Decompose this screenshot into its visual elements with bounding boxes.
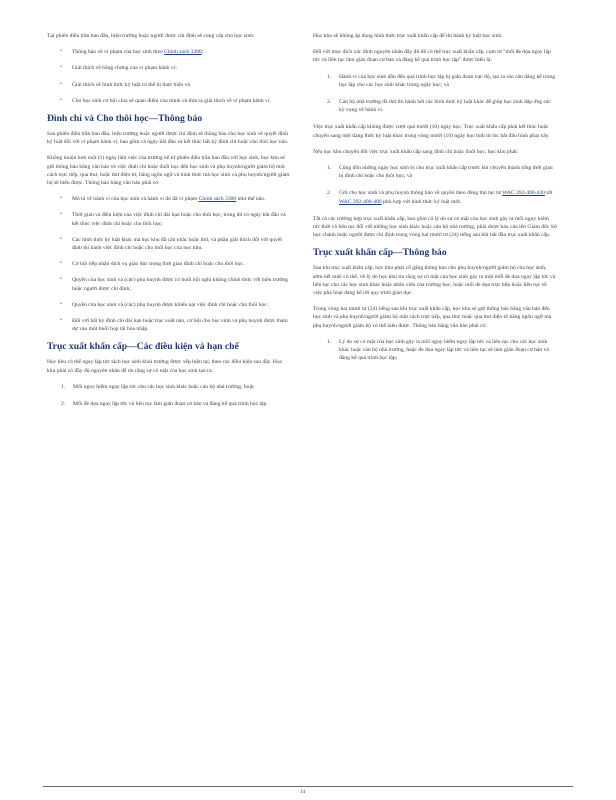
item-number: 1. — [327, 165, 332, 172]
section-heading: Trục xuất khẩn cấp—Thông báo — [313, 247, 447, 259]
bullet-text: Thời gian và điều kiện của việc đình chỉ dài hạn hoặc cho thôi học, trong đó có ngày bắt đầu và kết thúc việc đình chỉ hoặc cho thôi học; — [72, 212, 286, 227]
notice-bullet-list — [47, 195, 291, 333]
bullet-item — [47, 195, 291, 203]
body-paragraph: Tất cả các trường hợp trục xuất khẩn cấp, bao gồm cả lý do sự có mặt của học sinh gây ra mối nguy hiểm tức thời và liên tục đối với những học sinh khác hoặc cán bộ nhà trường, phải được báo cáo lên Giám đốc Sở học chánh hoặc người được chỉ định trong vòng hai mươi tư (24) tiếng sau khi bắt đầu trục xuất khẩn cấp. — [313, 215, 557, 239]
bullet-marker-icon: • — [60, 236, 62, 242]
numbered-item — [313, 189, 557, 205]
bullet-item — [47, 81, 291, 89]
bullet-marker-icon: • — [60, 212, 62, 218]
bullet-marker-icon: • — [60, 261, 62, 267]
item-text: Mối đe dọa ngay lập tức và liên tục làm gián đoạn cơ bản và đáng kể quá trình học tập. — [73, 401, 268, 408]
page-number: 14 — [300, 790, 305, 795]
body-paragraph: Trong vòng hai mươi tư (24) tiếng sau khi trục xuất khẩn cấp, học khu sẽ gửi thông báo bằng văn bản đến học sinh và phụ huynh/người giám hộ một cách trực tiếp, qua thư, hoặc qua thư điện tử bằng ngôn ngữ mà phụ huynh/người giám hộ có thể hiểu được. Thông báo bằng văn bản phải có: — [313, 306, 552, 329]
bullet-text: ; — [201, 49, 204, 56]
body-paragraph: Sau khi trục xuất khẩn cấp, học khu phải cố gắng thông báo cho phụ huynh/người giám hộ của học sinh, sớm hết mức có thể, về lý do học khu tin rằng sự có mặt của học sinh gây ra một mối đe dọa ngay lập tức và liên tục cho các học sinh khác hoặc nhân viên của trường học, hoặc mối đe dọa trực tiếp hoặc liên tục về việc phá hoại đáng kể tới quy trình giáo dục. — [313, 265, 556, 297]
numbered-item — [47, 400, 291, 408]
item-text: Lý do sự có mặt của học sinh gây ra mối nguy hiểm ngay lập tức và liên tục cho các học sinh khác hoặc cán bộ nhà trường, hoặc đe dọa ngay lập tức và liên tục sẽ làm gián đoạn cơ bản và đáng kể quá trình học tập; — [339, 338, 549, 362]
bullet-item — [47, 64, 291, 72]
bullet-text: Quyền của học sinh và (các) phụ huynh được khiếu nại việc đình chỉ hoặc cho thôi học. — [72, 301, 269, 308]
bullet-item — [47, 48, 291, 56]
policy-link[interactable]: Chính sách 3300 — [198, 196, 237, 203]
numbered-item — [313, 73, 557, 89]
bullet-item — [47, 317, 291, 333]
bullet-item — [47, 236, 291, 252]
policy-link[interactable]: Chính sách 3300 — [164, 49, 202, 56]
bullet-text: như thế nào. — [236, 196, 266, 203]
section-heading: Đình chỉ và Cho thôi học—Thông báo — [47, 113, 203, 125]
wac-link[interactable]: WAC 392-400-480 — [339, 198, 382, 205]
numbered-item — [313, 98, 557, 114]
bullet-text: Thông báo về vi phạm của học sinh theo — [72, 49, 165, 56]
body-paragraph: Sau phiên điều trần ban đầu, hiệu trưởng hoặc người được chỉ định sẽ thông báo cho học sinh về quyết định kỷ luật đối với vi phạm hành vi, bao gồm cả ngày bắt đầu và kết thúc bất kỳ đình chỉ hoặc cho thôi học nào. — [47, 131, 289, 146]
body-paragraph: Đối với mục đích xác định nguyên nhân đầy đủ để có thể trục xuất khẩn cấp, cụm từ "mối đe dọa ngay lập tức và liên tục làm gián đoạn cơ bản và đáng kể quá trình học tập" được hiểu là: — [313, 49, 551, 64]
item-text: Gửi cho học sinh và phụ huynh thông báo về quyền theo đúng thủ tục tư — [339, 190, 503, 197]
numbered-item — [313, 338, 557, 363]
hearing-bullet-list — [47, 48, 291, 105]
bullet-marker-icon: • — [60, 318, 62, 324]
bullet-item — [47, 260, 291, 268]
numbered-item — [47, 383, 291, 391]
body-paragraph: Học khu có thể ngay lập tức tách học sinh khỏi trường được xếp hiện tại, theo các điều kiện sau đây. Học khu phải có đầy đủ nguyên nhân để tin rằng sự có mặt của học sinh tạo ra: — [47, 359, 283, 374]
left-column — [47, 32, 291, 417]
wac-link[interactable]: WAC 392-400-430 — [502, 190, 545, 197]
body-paragraph: Việc trục xuất khẩn cấp không được vượt quá mười (10) ngày học. Trục xuất khẩn cấp phải kết thúc hoặc chuyển sang một dạng thức kỷ luật khác trong vòng mười (10) ngày học tính từ lúc bắt đầu hình phạt này. — [313, 124, 550, 139]
item-number: 1. — [61, 383, 66, 390]
bullet-text: Cho học sinh cơ hội chia sẻ quan điểm của mình và đưa ra giải thích về vi phạm hành vi. — [72, 97, 271, 104]
bullet-item — [47, 301, 291, 309]
footer-divider — [43, 786, 573, 787]
bullet-text: Giải thích về hình thức kỷ luật có thể bị thực hiện và — [72, 81, 190, 88]
body-paragraph: Học khu sẽ không áp dụng hình thức trục xuất khẩn cấp để thi hành kỷ luật học sinh. — [313, 33, 503, 39]
intro-paragraph: Tại phiên điều trần ban đầu, hiệu trưởng hoặc người được chỉ định sẽ cung cấp cho học sinh: — [47, 33, 255, 39]
bullet-marker-icon: • — [60, 196, 62, 202]
emergency-numbered-list — [47, 383, 291, 408]
item-text: phù hợp với hình thức kỷ luật mới. — [381, 198, 462, 205]
bullet-marker-icon: • — [60, 81, 62, 87]
body-paragraph: Không muộn hơn một (1) ngày làm việc của trường kể từ phiên điều trần ban đầu với học sinh, học khu sẽ gửi thông báo bằng văn bản về việc đình chỉ hoặc đuổi học đến học sinh và phụ huynh/người giám hộ một cách trực tiếp, qua thư, hoặc thư điện tử, bằng ngôn ngữ và hình thức mà học sinh và phụ huynh/người giám hộ sẽ hiểu được. Thông báo bằng văn bản phải có: — [47, 155, 290, 187]
bullet-text: Các hình thức kỷ luật khác mà học khu đã cân nhắc hoặc thử, và phần giải thích đối với quyết định thi hành việc đình chỉ hoặc cho thôi học của học khu. — [72, 236, 282, 252]
section-heading: Trục xuất khẩn cấp—Các điều kiện và hạn chế — [47, 341, 239, 353]
body-paragraph: Nếu học khu chuyển đổi việc trục xuất khẩn cấp sang đình chỉ hoặc đuổi học, học khu phải: — [313, 148, 519, 155]
definition-numbered-list — [313, 73, 557, 115]
bullet-item — [47, 276, 291, 292]
bullet-text: Đối với bất kỳ đình chỉ dài hạn hoặc trục xuất nào, cơ hội cho học sinh và phụ huynh được tham dự vào một buổi họp tái hòa nhập. — [72, 318, 288, 333]
numbered-item — [313, 164, 557, 180]
item-text: Hành vi của học sinh dẫn đến quá trình học tập bị gián đoạn cực độ, tạo ra rào cản đáng kể trong học tập cho các học sinh khác trong ngày học; và — [339, 73, 555, 88]
item-number: 1. — [327, 338, 332, 345]
bullet-marker-icon: • — [60, 301, 62, 307]
bullet-text: Giải thích về bằng chứng của vi phạm hành vi; — [72, 65, 177, 72]
item-text: Cộng dồn những ngày học sinh bị cho trục xuất khẩn cấp trước khi chuyển thành tổng thời gian bị đình chỉ hoặc cho thôi học; và — [339, 165, 553, 180]
bullet-marker-icon: • — [60, 49, 62, 55]
bullet-marker-icon: • — [60, 97, 62, 103]
bullet-marker-icon: • — [60, 65, 62, 71]
notice-numbered-list — [313, 338, 557, 363]
item-number: 2. — [61, 401, 66, 408]
conversion-numbered-list — [313, 164, 557, 206]
bullet-marker-icon: • — [60, 277, 62, 283]
item-text: tới — [544, 190, 553, 197]
bullet-item — [47, 97, 291, 105]
bullet-text: Cơ hội tiếp nhận dịch vụ giáo dục trong thời gian đình chỉ hoặc cho thôi học. — [72, 261, 245, 268]
bullet-text: Mô tả về hành vi của học sinh và hành vi đó đã vi phạm — [72, 196, 199, 203]
item-text: Cán bộ nhà trường đã thử thi hành hết các hình thức kỷ luật khác để giúp học sinh đáp ứng các kỳ vọng về hành vi. — [339, 99, 551, 114]
bullet-item — [47, 211, 291, 227]
item-number: 2. — [327, 190, 332, 197]
right-column — [313, 32, 557, 371]
item-number: 2. — [327, 99, 332, 106]
item-text: Mối nguy hiểm ngay lập tức cho các học sinh khác hoặc cán bộ nhà trường; hoặc — [73, 383, 255, 390]
item-number: 1. — [327, 73, 332, 80]
bullet-text: Quyền của học sinh và (các) phụ huynh được có buổi hội nghị không chính thức với hiệu trưởng hoặc người được chỉ định; — [72, 277, 288, 292]
